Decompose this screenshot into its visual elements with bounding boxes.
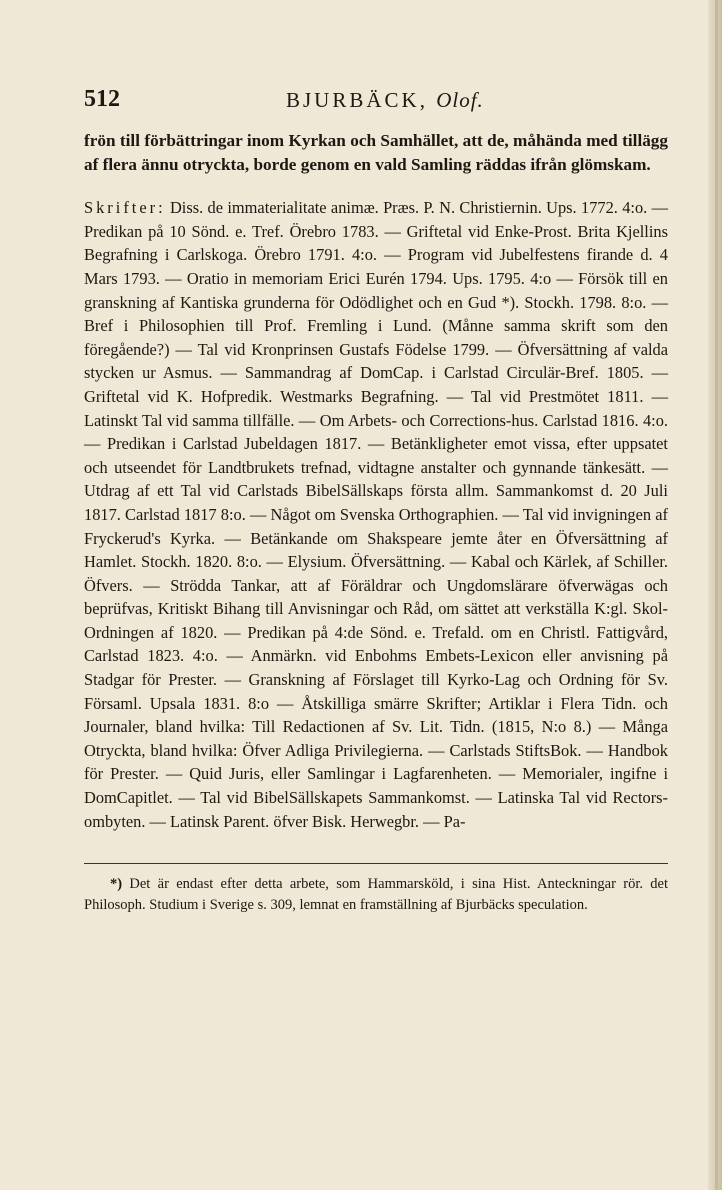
running-head-given-name: Olof.: [436, 88, 484, 112]
footnote-mark: *): [110, 876, 123, 893]
running-head-name: BJURBÄCK,: [286, 88, 428, 112]
page-number: 512: [84, 86, 120, 112]
works-list: Diss. de immaterialitate animæ. Præs. P. N. Christiernin. Ups. 1772. 4:o. — Predikan på 10 Sönd. e. Tref. Örebro 1783. — Griftetal vid Enke-Prost. Brita Kjellins Begrafning i Carlskoga. Örebro 1791. 4:o. — Program vid Jubelfestens firande d. 4 Mars 1793. — Oratio in memoriam Erici Eurén 1794. Ups. 1795. 4:o — Försök till en granskning af Kantiska grunderna för Odödlighet och en Gud *). Stockh. 1798. 8:o. — Bref i Philosophien till Prof. Fremling i Lund. (Månne samma skrift som den föregående?) — Tal vid Kronprinsen Gustafs Födelse 1799. — Öfversättning af valda stycken ur Asmus. — Sammandrag af DomCap. i Carlstad Circulär-Bref. 1805. — Griftetal vid K. Hofpredik. Westmarks Begrafning. — Tal vid Prestmötet 1811. — Latinskt Tal vid samma tillfälle. — Om Arbets- och Corrections-hus. Carlstad 1816. 4:o. — Predikan i Carlstad Jubeldagen 1817. — Betänkligheter emot vissa, efter uppsatet och utseendet för Landtbrukets trefnad, vidtagne anstalter och gynnande tänkesätt. — Utdrag af ett Tal vid Carlstads BibelSällskaps första allm. Sammankomst d. 20 Juli 1817. Carlstad 1817 8:o. — Något om Svenska Orthographien. — Tal vid invigningen af Fryckerud's Kyrka. — Betänkande om Shakspeare jemte åter en Öfversättning af Hamlet. Stockh. 1820. 8:o. — Elysium. Öfversättning. — Kabal och Kärlek, af Schiller. Öfvers. — Strödda Tankar, att af Föräldrar och Ungdomslärare öfverwägas och beprüfvas, Kritiskt Bihang till Anvisningar och Råd, om sättet att verkställa K:gl. Skol-Ordningen af 1820. — Predikan på 4:de Sönd. e. Trefald. om en Christl. Fattigvård, Carlstad 1823. 4:o. — Anmärkn. vid Enbohms Embets-Lexicon eller anvisning på Stadgar för Prester. — Granskning af Förslaget till Kyrko-Lag och Ordning för Sv. Församl. Upsala 1831. 8:o — Åtskilliga smärre Skrifter; Artiklar i Flera Tidn. och Journaler, bland hvilka: Till Redactionen af Sv. Lit. Tidn. (1815, N:o 8.) — Många Otryckta, bland hvilka: Öfver Adliga Privilegierna. — Carlstads StiftsBok. — Handbok för Prester. — Quid Juris, eller Samlingar i Lagfarenheten. — Memorialer, ingifne i DomCapitlet. — Tal vid BibelSällskapets Sammankomst. — Latinska Tal vid Rectors-ombyten. — Latinsk Parent. öfver Bisk. Herwegbr. — Pa-: [84, 198, 668, 831]
page-header: [84, 82, 668, 120]
page-edge-shadow: [715, 0, 718, 1190]
page-content: [84, 82, 668, 916]
footnote-rule: [84, 863, 668, 864]
works-lead: Skrifter:: [84, 198, 166, 218]
running-head: [286, 88, 484, 113]
footnote: [84, 874, 668, 916]
intro-paragraph: frön till förbättringar inom Kyrkan och Samhället, att de, måhända med tillägg af flera ännu otryckta, borde genom en vald Samling räddas ifrån glömskam.: [84, 131, 668, 174]
works-paragraph: [84, 196, 668, 833]
footnote-text: Det är endast efter detta arbete, som Hammarsköld, i sina Hist. Anteckningar rör. det Philosoph. Studium i Sverige s. 309, lemnat en framställning af Bjurbäcks speculation.: [84, 876, 668, 914]
